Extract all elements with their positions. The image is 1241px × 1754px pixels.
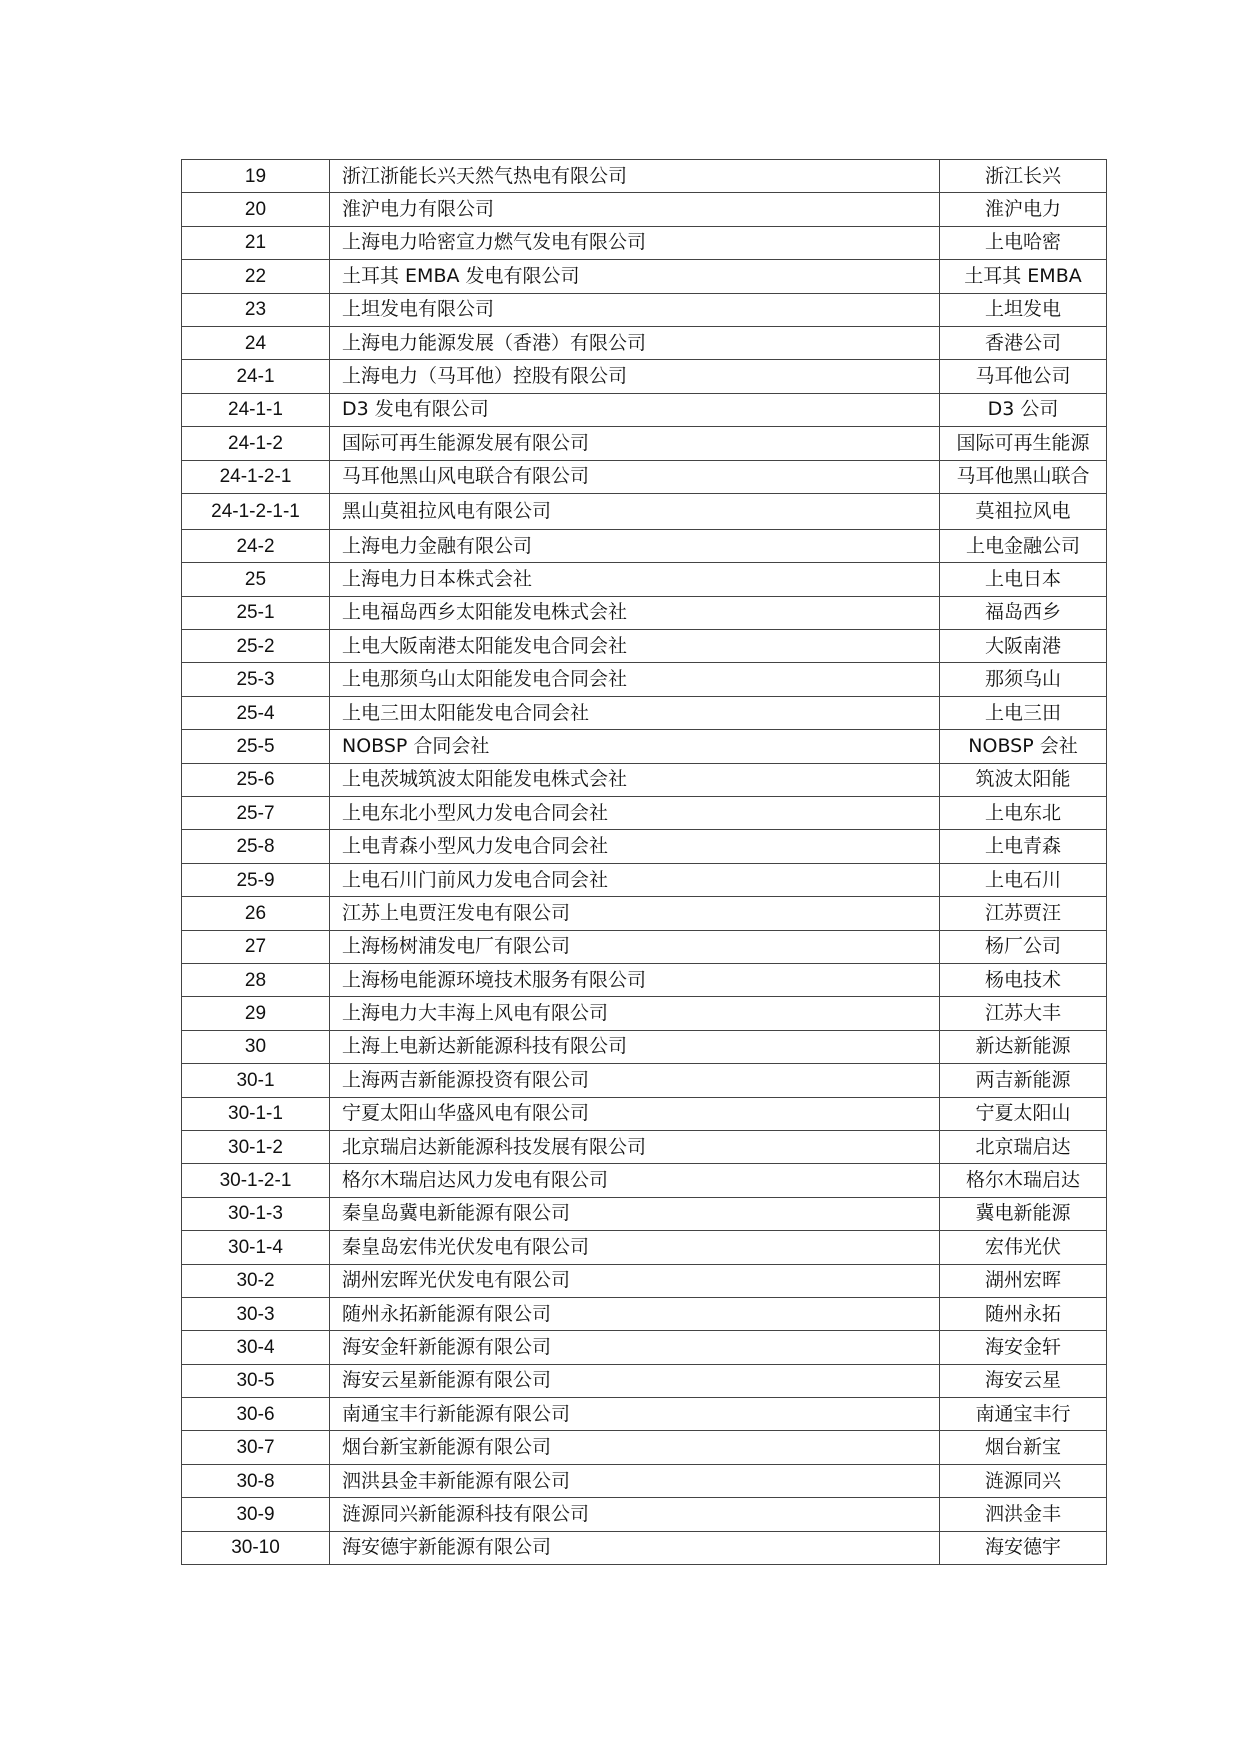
row-number: 30-7 xyxy=(182,1431,330,1464)
company-short-name: 上电石川 xyxy=(940,863,1107,896)
company-name: 上电茨城筑波太阳能发电株式会社 xyxy=(330,763,940,796)
table-row xyxy=(182,460,1107,493)
table-row xyxy=(182,326,1107,359)
row-number: 29 xyxy=(182,997,330,1030)
row-number: 30-5 xyxy=(182,1364,330,1397)
company-table xyxy=(181,159,1107,1565)
row-number: 30-1-3 xyxy=(182,1197,330,1230)
table-row xyxy=(182,1331,1107,1364)
company-short-name: 新达新能源 xyxy=(940,1030,1107,1063)
table-row xyxy=(182,193,1107,226)
table-row xyxy=(182,160,1107,193)
company-name: 湖州宏晖光伏发电有限公司 xyxy=(330,1264,940,1297)
company-name: 海安德宇新能源有限公司 xyxy=(330,1531,940,1564)
table-row xyxy=(182,763,1107,796)
table-row xyxy=(182,1164,1107,1197)
company-name: 秦皇岛宏伟光伏发电有限公司 xyxy=(330,1231,940,1264)
company-short-name: 浙江长兴 xyxy=(940,160,1107,193)
company-short-name: 北京瑞启达 xyxy=(940,1130,1107,1163)
row-number: 25-4 xyxy=(182,696,330,729)
table-row xyxy=(182,1264,1107,1297)
company-name: 随州永拓新能源有限公司 xyxy=(330,1297,940,1330)
company-short-name: 随州永拓 xyxy=(940,1297,1107,1330)
company-name: 烟台新宝新能源有限公司 xyxy=(330,1431,940,1464)
company-short-name: 大阪南港 xyxy=(940,630,1107,663)
company-name: 上海电力大丰海上风电有限公司 xyxy=(330,997,940,1030)
row-number: 30-2 xyxy=(182,1264,330,1297)
row-number: 25 xyxy=(182,563,330,596)
row-number: 30-9 xyxy=(182,1498,330,1531)
row-number: 30-1-1 xyxy=(182,1097,330,1130)
row-number: 24-1-1 xyxy=(182,393,330,426)
company-short-name: 湖州宏晖 xyxy=(940,1264,1107,1297)
company-name: 浙江浙能长兴天然气热电有限公司 xyxy=(330,160,940,193)
company-short-name: 筑波太阳能 xyxy=(940,763,1107,796)
row-number: 30-10 xyxy=(182,1531,330,1564)
company-short-name: 那须乌山 xyxy=(940,663,1107,696)
company-short-name: 上坦发电 xyxy=(940,293,1107,326)
company-short-name: 泗洪金丰 xyxy=(940,1498,1107,1531)
table-row xyxy=(182,293,1107,326)
row-number: 30-1-2 xyxy=(182,1130,330,1163)
table-row xyxy=(182,260,1107,293)
table-row xyxy=(182,596,1107,629)
table-row xyxy=(182,997,1107,1030)
company-name: 上海电力（马耳他）控股有限公司 xyxy=(330,360,940,393)
company-short-name: 宏伟光伏 xyxy=(940,1231,1107,1264)
row-number: 30-1-4 xyxy=(182,1231,330,1264)
company-short-name: 上电三田 xyxy=(940,696,1107,729)
company-short-name: 海安云星 xyxy=(940,1364,1107,1397)
company-name: 涟源同兴新能源科技有限公司 xyxy=(330,1498,940,1531)
row-number: 30-6 xyxy=(182,1398,330,1431)
company-short-name: 宁夏太阳山 xyxy=(940,1097,1107,1130)
company-table-body xyxy=(182,160,1107,1565)
table-row xyxy=(182,630,1107,663)
row-number: 24-1-2 xyxy=(182,427,330,460)
company-name: 上海两吉新能源投资有限公司 xyxy=(330,1064,940,1097)
company-short-name: NOBSP 会社 xyxy=(940,730,1107,763)
company-name: 上海杨树浦发电厂有限公司 xyxy=(330,930,940,963)
row-number: 25-3 xyxy=(182,663,330,696)
table-row xyxy=(182,427,1107,460)
company-short-name: 海安金轩 xyxy=(940,1331,1107,1364)
table-row xyxy=(182,963,1107,996)
company-name: 上海电力哈密宣力燃气发电有限公司 xyxy=(330,226,940,259)
row-number: 24-1-2-1 xyxy=(182,460,330,493)
company-name: 秦皇岛冀电新能源有限公司 xyxy=(330,1197,940,1230)
table-row xyxy=(182,493,1107,529)
row-number: 25-5 xyxy=(182,730,330,763)
company-name: 黑山莫祖拉风电有限公司 xyxy=(330,493,940,529)
company-name: 北京瑞启达新能源科技发展有限公司 xyxy=(330,1130,940,1163)
company-short-name: 淮沪电力 xyxy=(940,193,1107,226)
table-row xyxy=(182,1231,1107,1264)
table-row xyxy=(182,563,1107,596)
company-name: 上电那须乌山太阳能发电合同会社 xyxy=(330,663,940,696)
company-short-name: 上电金融公司 xyxy=(940,529,1107,562)
company-name: 国际可再生能源发展有限公司 xyxy=(330,427,940,460)
table-row xyxy=(182,863,1107,896)
company-short-name: 上电日本 xyxy=(940,563,1107,596)
company-short-name: 香港公司 xyxy=(940,326,1107,359)
row-number: 27 xyxy=(182,930,330,963)
company-name: 泗洪县金丰新能源有限公司 xyxy=(330,1464,940,1497)
company-name: 土耳其 EMBA 发电有限公司 xyxy=(330,260,940,293)
company-name: 上电三田太阳能发电合同会社 xyxy=(330,696,940,729)
company-name: 海安云星新能源有限公司 xyxy=(330,1364,940,1397)
row-number: 24 xyxy=(182,326,330,359)
table-row xyxy=(182,1064,1107,1097)
company-name: 上海电力能源发展（香港）有限公司 xyxy=(330,326,940,359)
table-row xyxy=(182,529,1107,562)
table-row xyxy=(182,1364,1107,1397)
table-row xyxy=(182,1130,1107,1163)
table-row xyxy=(182,930,1107,963)
row-number: 19 xyxy=(182,160,330,193)
company-short-name: 莫祖拉风电 xyxy=(940,493,1107,529)
table-row xyxy=(182,1498,1107,1531)
company-short-name: 南通宝丰行 xyxy=(940,1398,1107,1431)
table-row xyxy=(182,1464,1107,1497)
company-short-name: 上电青森 xyxy=(940,830,1107,863)
row-number: 24-1-2-1-1 xyxy=(182,493,330,529)
row-number: 23 xyxy=(182,293,330,326)
company-name: NOBSP 合同会社 xyxy=(330,730,940,763)
company-short-name: 国际可再生能源 xyxy=(940,427,1107,460)
company-name: 南通宝丰行新能源有限公司 xyxy=(330,1398,940,1431)
row-number: 25-6 xyxy=(182,763,330,796)
company-name: 上海电力金融有限公司 xyxy=(330,529,940,562)
company-name: 上坦发电有限公司 xyxy=(330,293,940,326)
row-number: 21 xyxy=(182,226,330,259)
company-short-name: 上电哈密 xyxy=(940,226,1107,259)
company-short-name: D3 公司 xyxy=(940,393,1107,426)
company-name: 宁夏太阳山华盛风电有限公司 xyxy=(330,1097,940,1130)
row-number: 24-2 xyxy=(182,529,330,562)
company-name: 上电福岛西乡太阳能发电株式会社 xyxy=(330,596,940,629)
company-name: 上海杨电能源环境技术服务有限公司 xyxy=(330,963,940,996)
company-name: 上电东北小型风力发电合同会社 xyxy=(330,797,940,830)
company-short-name: 杨厂公司 xyxy=(940,930,1107,963)
company-name: 上海电力日本株式会社 xyxy=(330,563,940,596)
table-row xyxy=(182,797,1107,830)
table-row xyxy=(182,360,1107,393)
company-short-name: 土耳其 EMBA xyxy=(940,260,1107,293)
company-short-name: 涟源同兴 xyxy=(940,1464,1107,1497)
company-name: 上电石川门前风力发电合同会社 xyxy=(330,863,940,896)
table-row xyxy=(182,1431,1107,1464)
company-short-name: 烟台新宝 xyxy=(940,1431,1107,1464)
row-number: 20 xyxy=(182,193,330,226)
row-number: 30-4 xyxy=(182,1331,330,1364)
row-number: 25-1 xyxy=(182,596,330,629)
table-row xyxy=(182,730,1107,763)
company-short-name: 海安德宇 xyxy=(940,1531,1107,1564)
table-row xyxy=(182,1531,1107,1564)
table-row xyxy=(182,897,1107,930)
row-number: 22 xyxy=(182,260,330,293)
table-row xyxy=(182,830,1107,863)
company-short-name: 江苏贾汪 xyxy=(940,897,1107,930)
row-number: 25-8 xyxy=(182,830,330,863)
table-row xyxy=(182,1030,1107,1063)
company-name: 江苏上电贾汪发电有限公司 xyxy=(330,897,940,930)
table-row xyxy=(182,226,1107,259)
company-short-name: 杨电技术 xyxy=(940,963,1107,996)
row-number: 30-1-2-1 xyxy=(182,1164,330,1197)
company-short-name: 马耳他公司 xyxy=(940,360,1107,393)
company-short-name: 江苏大丰 xyxy=(940,997,1107,1030)
company-name: 上电青森小型风力发电合同会社 xyxy=(330,830,940,863)
row-number: 25-7 xyxy=(182,797,330,830)
row-number: 26 xyxy=(182,897,330,930)
table-row xyxy=(182,1197,1107,1230)
row-number: 25-9 xyxy=(182,863,330,896)
row-number: 30-1 xyxy=(182,1064,330,1097)
company-name: 马耳他黑山风电联合有限公司 xyxy=(330,460,940,493)
company-name: 上电大阪南港太阳能发电合同会社 xyxy=(330,630,940,663)
row-number: 30-8 xyxy=(182,1464,330,1497)
company-name: 上海上电新达新能源科技有限公司 xyxy=(330,1030,940,1063)
row-number: 30-3 xyxy=(182,1297,330,1330)
table-row xyxy=(182,1097,1107,1130)
row-number: 25-2 xyxy=(182,630,330,663)
table-row xyxy=(182,1297,1107,1330)
table-row xyxy=(182,393,1107,426)
table-row xyxy=(182,1398,1107,1431)
company-name: 海安金轩新能源有限公司 xyxy=(330,1331,940,1364)
company-short-name: 冀电新能源 xyxy=(940,1197,1107,1230)
row-number: 30 xyxy=(182,1030,330,1063)
table-row xyxy=(182,663,1107,696)
company-name: D3 发电有限公司 xyxy=(330,393,940,426)
row-number: 24-1 xyxy=(182,360,330,393)
company-short-name: 两吉新能源 xyxy=(940,1064,1107,1097)
table-row xyxy=(182,696,1107,729)
row-number: 28 xyxy=(182,963,330,996)
company-name: 淮沪电力有限公司 xyxy=(330,193,940,226)
company-short-name: 上电东北 xyxy=(940,797,1107,830)
company-short-name: 马耳他黑山联合 xyxy=(940,460,1107,493)
company-name: 格尔木瑞启达风力发电有限公司 xyxy=(330,1164,940,1197)
company-short-name: 福岛西乡 xyxy=(940,596,1107,629)
company-short-name: 格尔木瑞启达 xyxy=(940,1164,1107,1197)
